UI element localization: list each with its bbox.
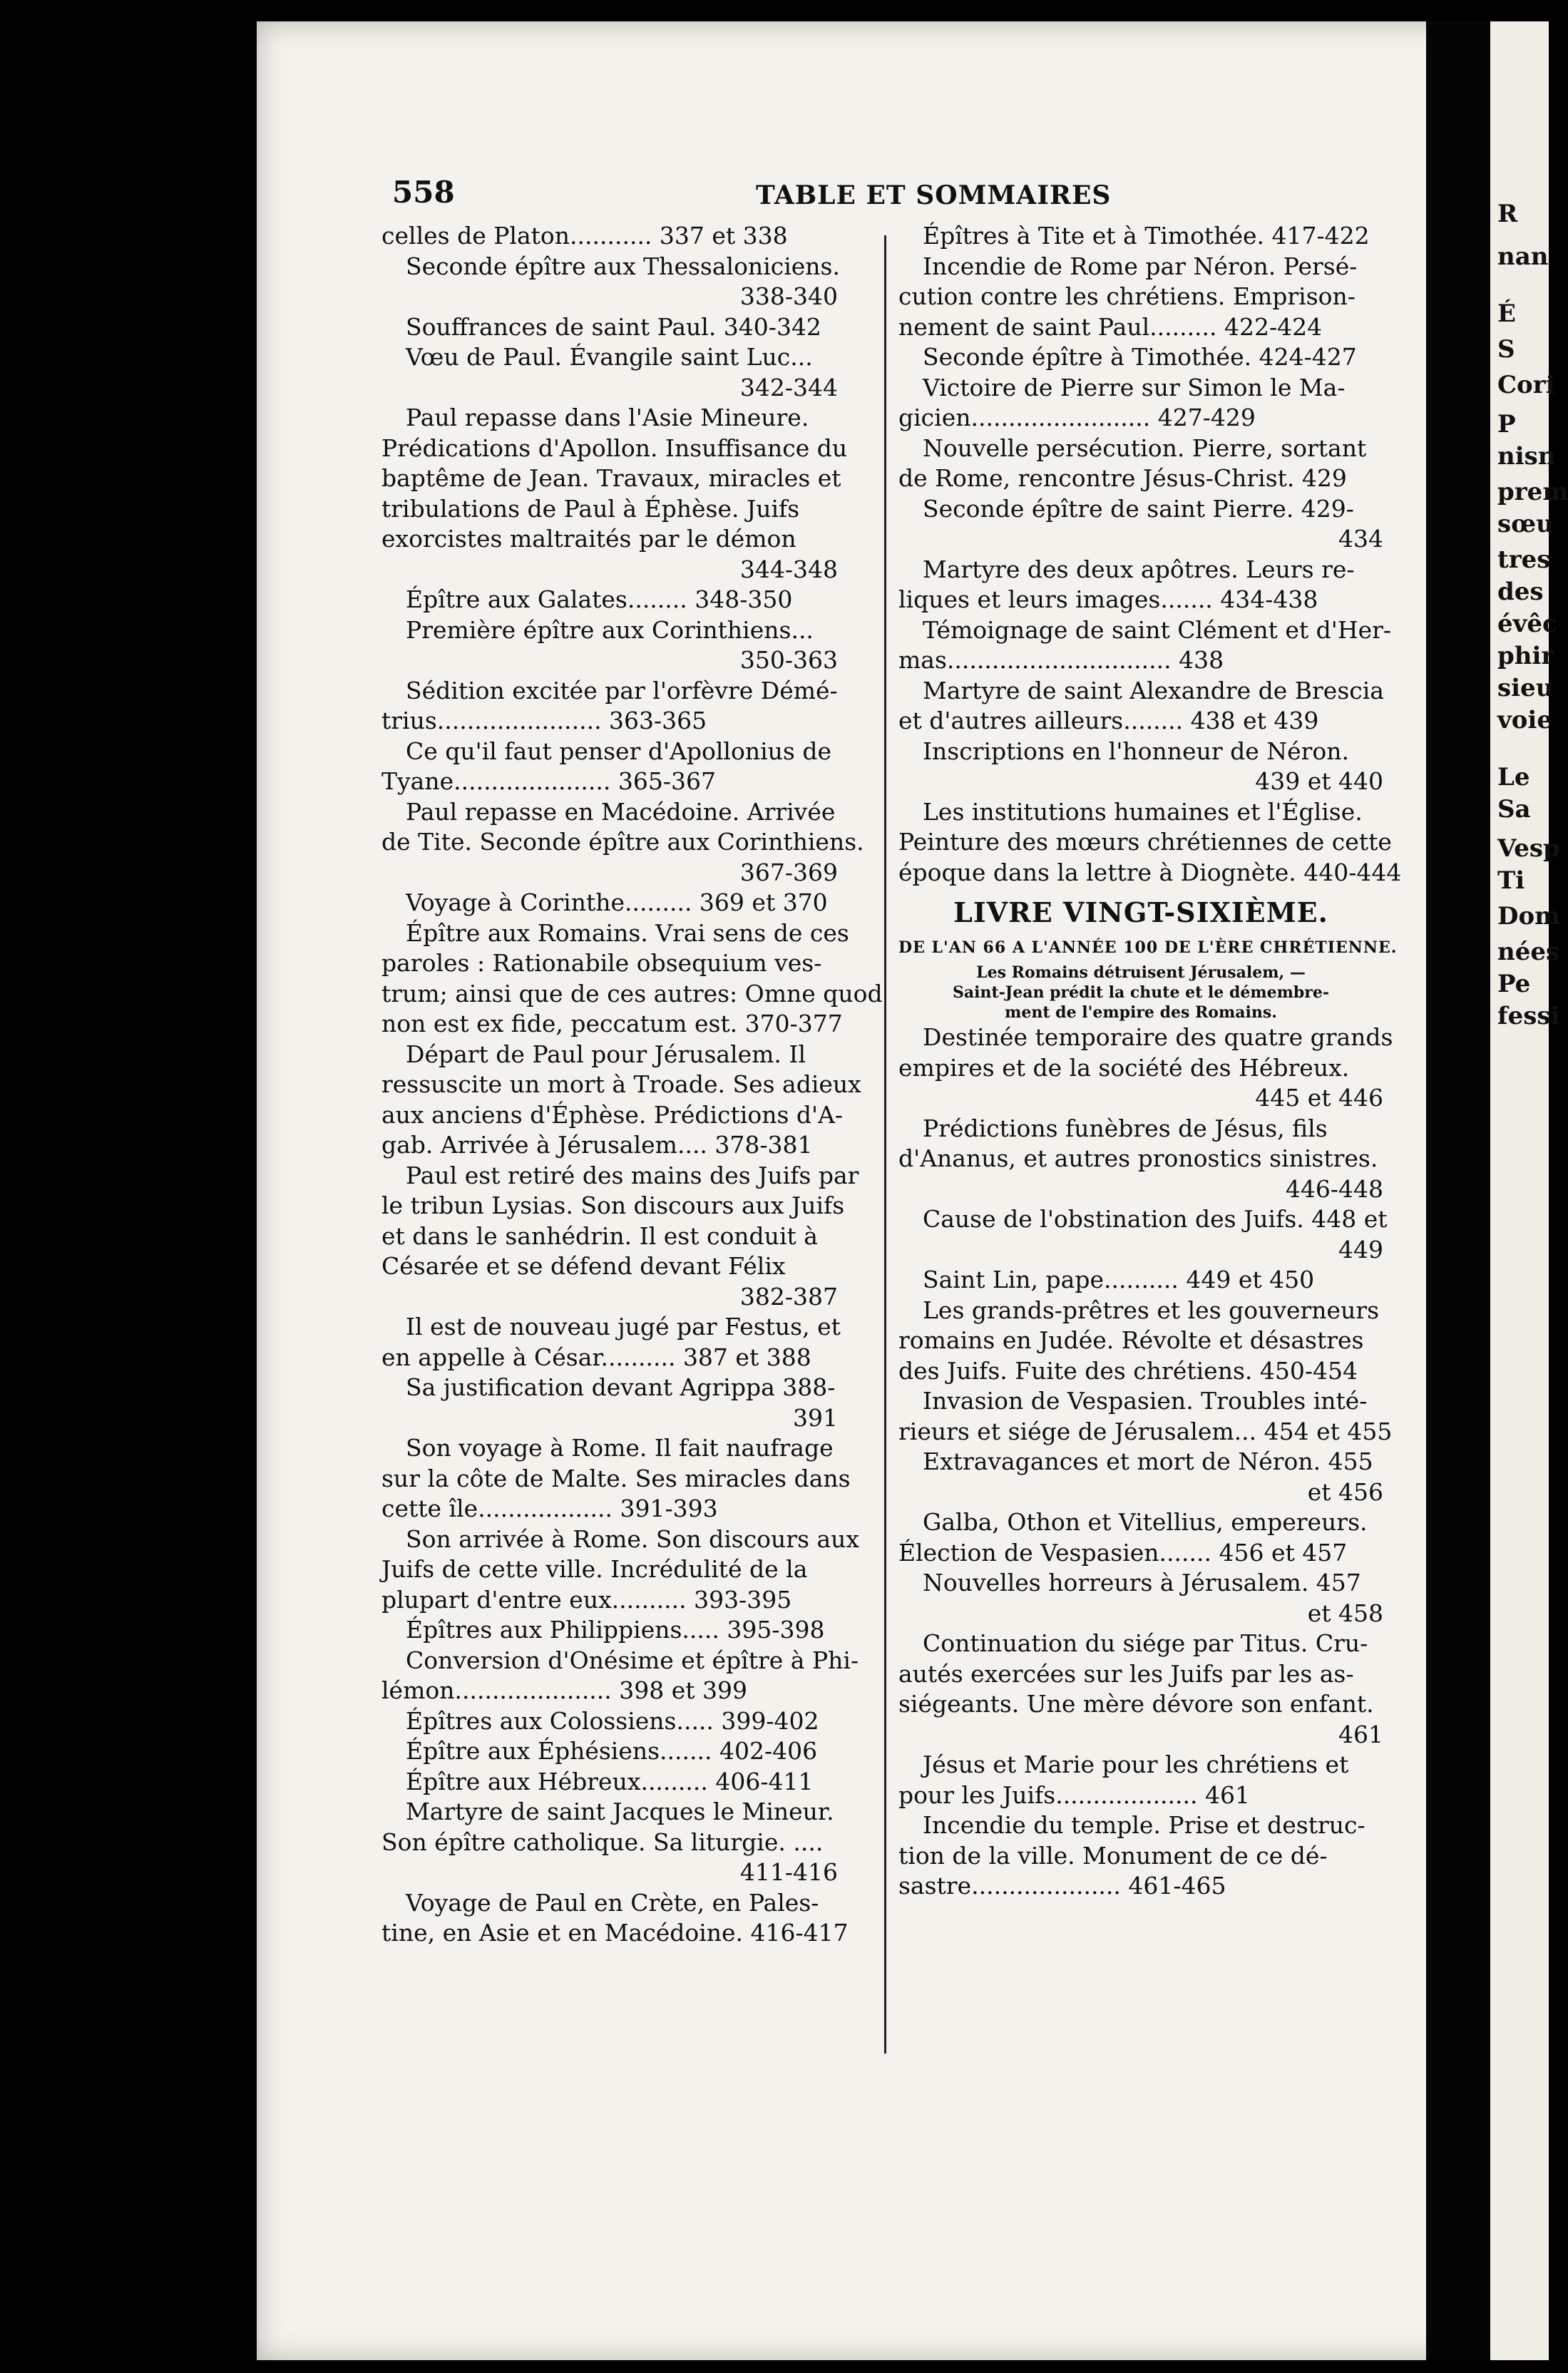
toc-line: 446-448 [1285, 1174, 1383, 1203]
toc-line: Martyre de saint Alexandre de Brescia [923, 676, 1384, 704]
running-title: TABLE ET SOMMAIRES [756, 180, 1112, 210]
toc-line: Nouvelles horreurs à Jérusalem. 457 [923, 1569, 1361, 1596]
toc-line: Première épître aux Corinthiens... [406, 615, 814, 644]
toc-line: Incendie de Rome par Néron. Persé- [923, 252, 1358, 280]
facing-page-fragment: Ti [1497, 866, 1525, 895]
toc-line: siégeants. Une mère dévore son enfant. [898, 1690, 1374, 1718]
toc-line: Continuation du siége par Titus. Cru- [923, 1629, 1368, 1657]
toc-line: 338-340 [739, 282, 838, 310]
toc-line: 449 [1338, 1235, 1383, 1264]
page-number: 558 [392, 175, 455, 210]
toc-line: 342-344 [739, 373, 838, 401]
toc-line: des Juifs. Fuite des chrétiens. 450-454 [898, 1356, 1358, 1385]
toc-line: paroles : Rationabile obsequium ves- [381, 949, 822, 977]
toc-line: Vœu de Paul. Évangile saint Luc... [406, 343, 813, 371]
toc-line: tion de la ville. Monument de ce dé- [898, 1841, 1328, 1870]
toc-line: nement de saint Paul......... 422-424 [898, 312, 1323, 341]
toc-line: époque dans la lettre à Diognète. 440-444 [898, 858, 1402, 886]
toc-line: Cause de l'obstination des Juifs. 448 et [923, 1205, 1388, 1233]
toc-line: Juifs de cette ville. Incrédulité de la [381, 1555, 808, 1583]
toc-line: de Rome, rencontre Jésus-Christ. 429 [898, 464, 1347, 492]
toc-line: et d'autres ailleurs........ 438 et 439 [898, 707, 1319, 734]
toc-line: en appelle à César.......... 387 et 388 [381, 1343, 811, 1371]
toc-line: 391 [793, 1403, 838, 1432]
toc-line: Saint-Jean prédit la chute et le démembre- [953, 983, 1329, 1002]
facing-page-fragment: fessi [1497, 1002, 1560, 1030]
toc-line: le tribun Lysias. Son discours aux Juifs [381, 1191, 845, 1219]
toc-line: cution contre les chrétiens. Emprison- [898, 282, 1356, 310]
facing-page-fragment: Dom [1497, 902, 1561, 931]
toc-line: Épîtres aux Colossiens..... 399-402 [406, 1706, 819, 1735]
toc-line: Paul repasse en Macédoine. Arrivée [406, 797, 836, 826]
toc-line: de Tite. Seconde épître aux Corinthiens. [381, 828, 864, 856]
toc-line: mas.............................. 438 [898, 646, 1224, 674]
toc-line: Victoire de Pierre sur Simon le Ma- [923, 373, 1346, 401]
toc-line: 382-387 [739, 1282, 838, 1311]
column-divider [884, 235, 886, 2054]
toc-line: Paul est retiré des mains des Juifs par [406, 1161, 859, 1189]
toc-line: Départ de Paul pour Jérusalem. Il [406, 1040, 806, 1068]
toc-line: Seconde épître aux Thessaloniciens. [406, 252, 840, 280]
toc-line: Galba, Othon et Vitellius, empereurs. [923, 1508, 1368, 1536]
toc-line: pour les Juifs................... 461 [898, 1780, 1250, 1809]
facing-page-fragment: nisn [1497, 442, 1556, 471]
left-column [381, 221, 883, 1949]
toc-line: 367-369 [739, 858, 838, 886]
facing-page-fragment: voie [1497, 706, 1552, 734]
toc-line: Sa justification devant Agrippa 388- [406, 1373, 836, 1401]
toc-line: Les institutions humaines et l'Église. [923, 797, 1363, 826]
toc-line: Épîtres aux Philippiens..... 395-398 [406, 1616, 825, 1644]
toc-line: Césarée et se défend devant Félix [381, 1252, 786, 1280]
toc-line: Ce qu'il faut penser d'Apollonius de [406, 737, 831, 765]
toc-line: tribulations de Paul à Éphèse. Juifs [381, 494, 800, 523]
toc-line: romains en Judée. Révolte et désastres [898, 1326, 1364, 1354]
facing-page-fragment: É [1497, 299, 1516, 328]
facing-page-fragment: Pe [1497, 970, 1531, 998]
toc-line: Voyage de Paul en Crète, en Pales- [406, 1888, 819, 1917]
facing-page-fragment: prem [1497, 478, 1568, 506]
toc-line: plupart d'entre eux.......... 393-395 [381, 1585, 792, 1614]
toc-line: Prédictions funèbres de Jésus, fils [923, 1114, 1328, 1142]
facing-page-fragment: évêc [1497, 610, 1557, 638]
toc-line: Les grands-prêtres et les gouverneurs [923, 1296, 1380, 1324]
toc-line: Paul repasse dans l'Asie Mineure. [406, 404, 809, 431]
toc-line: Peinture des mœurs chrétiennes de cette [898, 828, 1392, 856]
toc-line: trum; ainsi que de ces autres: Omne quod [381, 979, 883, 1008]
facing-page-fragment: nan [1497, 242, 1549, 271]
toc-line: celles de Platon........... 337 et 338 [381, 222, 788, 250]
toc-line: Jésus et Marie pour les chrétiens et [923, 1751, 1349, 1778]
toc-line: 411-416 [739, 1858, 838, 1886]
facing-page-fragment: Cori [1497, 371, 1555, 399]
toc-line: Épître aux Galates........ 348-350 [406, 585, 793, 613]
facing-page-fragment: S [1497, 335, 1515, 364]
toc-line: Tyane..................... 365-367 [381, 767, 717, 795]
toc-line: LIVRE VINGT-SIXIÈME. [953, 896, 1328, 928]
toc-line: Sédition excitée par l'orfèvre Démé- [406, 676, 838, 704]
book-page [257, 21, 1469, 2360]
toc-line: ment de l'empire des Romains. [1005, 1003, 1277, 1022]
toc-line: Saint Lin, pape.......... 449 et 450 [923, 1266, 1315, 1293]
toc-line: liques et leurs images....... 434-438 [898, 585, 1318, 613]
toc-line: d'Ananus, et autres pronostics sinistres. [898, 1144, 1378, 1172]
facing-page-fragment: Vesp [1497, 834, 1560, 863]
facing-page-fragment: des [1497, 578, 1544, 606]
toc-line: Martyre des deux apôtres. Leurs re- [923, 555, 1355, 583]
facing-page-edge [1490, 21, 1568, 2360]
toc-line: 350-363 [739, 646, 838, 674]
toc-line: Voyage à Corinthe......... 369 et 370 [406, 888, 828, 916]
toc-line: Élection de Vespasien....... 456 et 457 [898, 1538, 1348, 1567]
toc-line: aux anciens d'Éphèse. Prédictions d'A- [381, 1100, 844, 1129]
toc-line: ressuscite un mort à Troade. Ses adieux [381, 1070, 861, 1098]
toc-line: Témoignage de saint Clément et d'Her- [923, 615, 1392, 644]
toc-line: sur la côte de Malte. Ses miracles dans [381, 1464, 851, 1492]
toc-line: et dans le sanhédrin. Il est conduit à [381, 1221, 818, 1250]
toc-line: Son épître catholique. Sa liturgie. .... [381, 1828, 824, 1856]
toc-line: 461 [1338, 1720, 1383, 1748]
toc-line: Son arrivée à Rome. Son discours aux [406, 1524, 860, 1553]
toc-line: 434 [1338, 525, 1383, 553]
toc-line: Nouvelle persécution. Pierre, sortant [923, 434, 1367, 462]
facing-page-fragment: R [1497, 200, 1518, 228]
toc-line: trius...................... 363-365 [381, 707, 707, 734]
facing-page-fragment: nées [1497, 938, 1560, 966]
toc-line: gicien........................ 427-429 [898, 404, 1256, 431]
toc-line: Épître aux Romains. Vrai sens de ces [406, 918, 849, 947]
toc-line: Martyre de saint Jacques le Mineur. [406, 1798, 834, 1825]
toc-line: Épître aux Éphésiens....... 402-406 [406, 1737, 818, 1765]
toc-line: et 456 [1307, 1477, 1383, 1506]
toc-line: et 458 [1307, 1599, 1383, 1627]
facing-page-fragment: sieu [1497, 674, 1554, 702]
toc-line: tine, en Asie et en Macédoine. 416-417 [381, 1919, 849, 1947]
toc-line: Souffrances de saint Paul. 340-342 [406, 312, 821, 341]
facing-page-fragment: phir [1497, 642, 1554, 670]
toc-line: Épîtres à Tite et à Timothée. 417-422 [923, 222, 1370, 250]
toc-line: autés exercées sur les Juifs par les as- [898, 1659, 1354, 1688]
page-header [257, 175, 1469, 217]
facing-page-fragment: sœu [1497, 510, 1554, 538]
toc-line: Invasion de Vespasien. Troubles inté- [923, 1387, 1368, 1415]
toc-line: exorcistes maltraités par le démon [381, 525, 796, 553]
toc-line: non est ex fide, peccatum est. 370-377 [381, 1010, 843, 1037]
toc-line: Extravagances et mort de Néron. 455 [923, 1447, 1373, 1475]
toc-line: Incendie du temple. Prise et destruc- [923, 1811, 1365, 1839]
facing-page-fragment: P [1497, 410, 1516, 439]
toc-line: cette île.................. 391-393 [381, 1495, 718, 1522]
book-gutter [1426, 21, 1490, 2360]
toc-line: Conversion d'Onésime et épître à Phi- [406, 1646, 859, 1674]
facing-page-fragment: Sa [1497, 795, 1531, 824]
toc-line: Inscriptions en l'honneur de Néron. [923, 737, 1350, 765]
toc-line: gab. Arrivée à Jérusalem.... 378-381 [381, 1131, 813, 1159]
toc-line: Seconde épître à Timothée. 424-427 [923, 343, 1357, 371]
toc-line: sastre.................... 461-465 [898, 1872, 1226, 1900]
toc-line: Prédications d'Apollon. Insuffisance du [381, 434, 848, 462]
toc-line: baptême de Jean. Travaux, miracles et [381, 464, 841, 492]
toc-line: Il est de nouveau jugé par Festus, et [406, 1313, 841, 1341]
toc-line: rieurs et siége de Jérusalem... 454 et 455 [898, 1417, 1393, 1445]
toc-line: Épître aux Hébreux......... 406-411 [406, 1767, 814, 1795]
toc-line: empires et de la société des Hébreux. [898, 1053, 1350, 1082]
facing-page-fragment: Le [1497, 763, 1530, 791]
toc-line: Destinée temporaire des quatre grands [923, 1023, 1393, 1051]
toc-line: DE L'AN 66 A L'ANNÉE 100 DE L'ÈRE CHRÉTIENNE. [898, 938, 1398, 957]
toc-line: Seconde épître de saint Pierre. 429- [923, 494, 1354, 523]
toc-line: Son voyage à Rome. Il fait naufrage [406, 1434, 834, 1462]
toc-line: 445 et 446 [1255, 1084, 1383, 1112]
toc-line: lémon..................... 398 et 399 [381, 1676, 748, 1704]
toc-line: Les Romains détruisent Jérusalem, — [976, 963, 1306, 982]
toc-line: 344-348 [739, 555, 838, 583]
facing-page-fragment: tres [1497, 545, 1551, 574]
toc-line: 439 et 440 [1255, 767, 1383, 795]
right-column [898, 221, 1402, 1902]
